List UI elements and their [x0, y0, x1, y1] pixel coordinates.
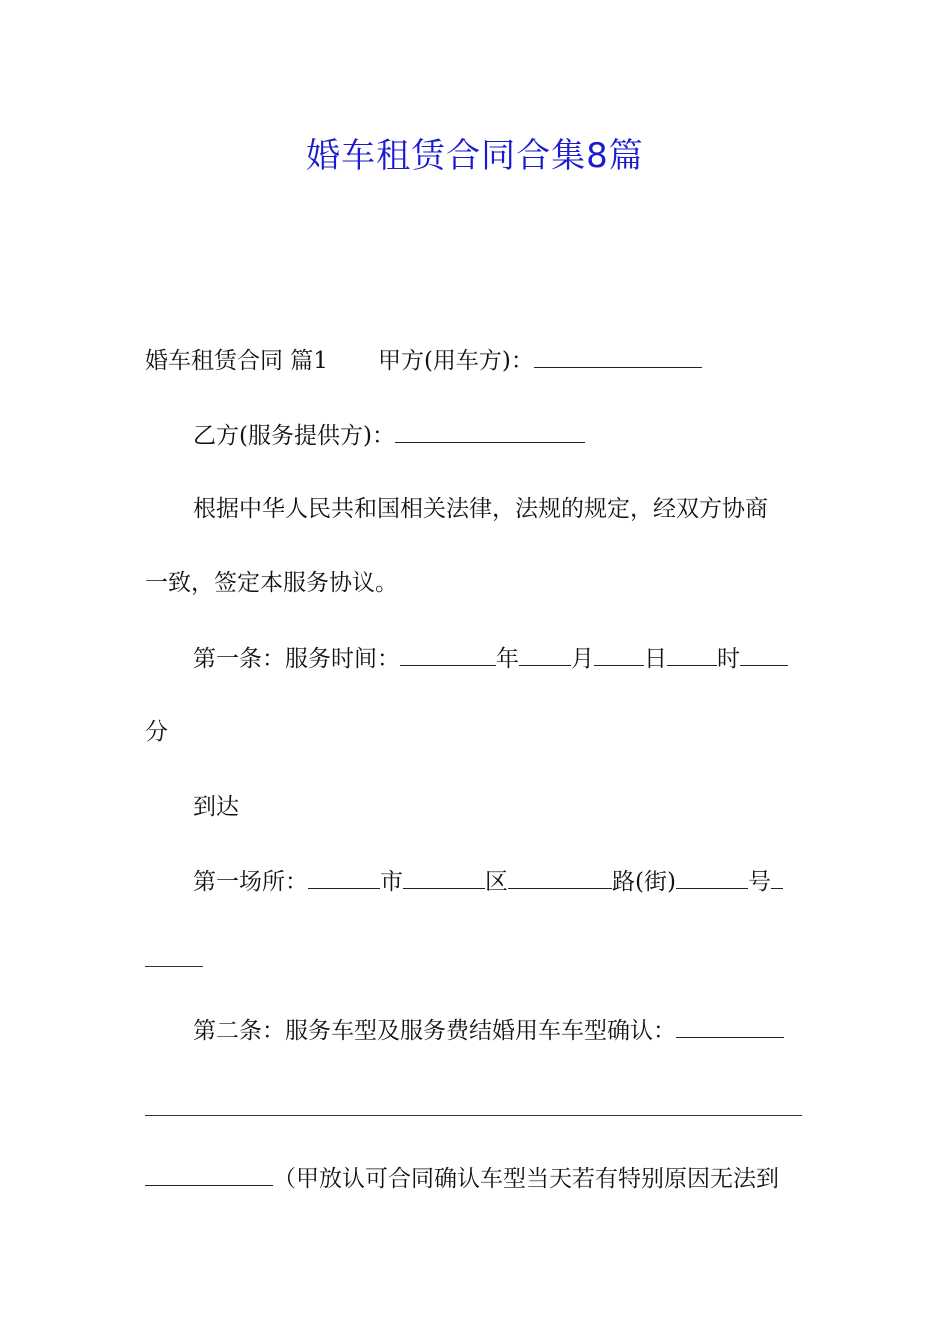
paragraph-party-a — [145, 345, 702, 376]
city-label: 市 — [380, 869, 403, 895]
city-blank[interactable] — [308, 866, 380, 889]
vehicle-blank[interactable] — [676, 1015, 784, 1038]
day-blank[interactable] — [594, 643, 644, 666]
month-blank[interactable] — [519, 643, 571, 666]
number-tail-blank[interactable] — [771, 866, 783, 889]
paragraph-party-b — [193, 420, 585, 451]
paragraph-service-time — [193, 643, 788, 674]
vehicle-continuation-blank[interactable] — [145, 1115, 802, 1116]
paragraph-vehicle — [193, 1015, 784, 1046]
paragraph-vehicle-note — [145, 1163, 779, 1194]
hour-label: 时 — [717, 646, 740, 672]
hour-blank[interactable] — [667, 643, 717, 666]
road-blank[interactable] — [508, 866, 612, 889]
paragraph-intro-2: 一致，签定本服务协议。 — [145, 570, 398, 596]
location-continuation-blank[interactable] — [145, 966, 203, 967]
service-time-label: 第一条：服务时间： — [193, 646, 400, 672]
arrival-label: 到达 — [193, 794, 239, 820]
day-label: 日 — [644, 646, 667, 672]
document-title: 婚车租赁合同合集8篇 — [306, 136, 644, 176]
vehicle-note-blank[interactable] — [145, 1163, 273, 1186]
number-blank[interactable] — [676, 866, 748, 889]
vehicle-note-text: （甲放认可合同确认车型当天若有特别原因无法到 — [273, 1166, 779, 1192]
vehicle-label: 第二条：服务车型及服务费结婚用车车型确认： — [193, 1018, 676, 1044]
party-a-label: 甲方(用车方)： — [377, 348, 534, 374]
minute-blank[interactable] — [740, 643, 788, 666]
minute-label: 分 — [145, 719, 168, 745]
location-label: 第一场所： — [193, 869, 308, 895]
district-blank[interactable] — [403, 866, 485, 889]
party-a-blank[interactable] — [534, 345, 702, 368]
month-label: 月 — [571, 646, 594, 672]
paragraph-intro-1: 根据中华人民共和国相关法律，法规的规定，经双方协商 — [193, 496, 768, 522]
number-label: 号 — [747, 869, 771, 895]
district-label: 区 — [485, 869, 508, 895]
year-blank[interactable] — [400, 643, 496, 666]
party-b-label: 乙方(服务提供方)： — [193, 423, 395, 449]
year-label: 年 — [496, 646, 519, 672]
section-heading: 婚车租赁合同 篇1 — [145, 348, 328, 374]
road-label: 路(街) — [612, 869, 676, 895]
paragraph-location — [193, 866, 783, 897]
party-b-blank[interactable] — [395, 420, 585, 443]
